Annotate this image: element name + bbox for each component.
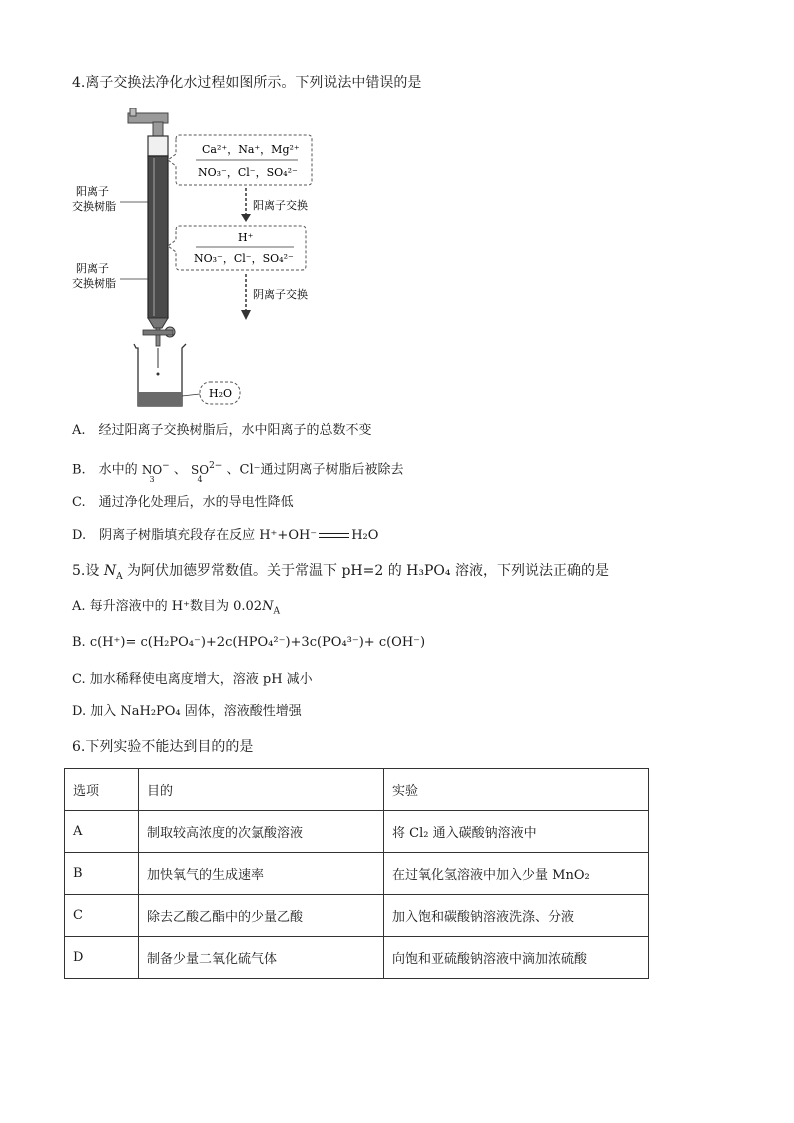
arrow-cation-exchange [241, 188, 308, 222]
header-purpose: 目的 [139, 769, 384, 811]
q5-option-a-na-sub: A [273, 606, 280, 617]
row-experiment: 向饱和亚硫酸钠溶液中滴加浓硫酸 [384, 937, 649, 979]
q4-option-b-sep: 、 [173, 462, 187, 478]
row-option: C [65, 895, 139, 937]
q4-option-d-prefix: D. 阴离子树脂填充段存在反应 H⁺+OH⁻ [72, 528, 318, 543]
header-option: 选项 [65, 769, 139, 811]
q5-option-c: C. 加水稀释使电离度增大，溶液 pH 减小 [72, 672, 313, 687]
q4-option-d [72, 527, 378, 545]
q4-option-a: A. 经过阳离子交换树脂后，水中阳离子的总数不变 [72, 423, 372, 438]
q4-option-b-prefix: B. 水中的 [72, 462, 138, 478]
q4-option-c: C. 通过净化处理后，水的导电性降低 [72, 495, 294, 510]
table-header-row [65, 769, 649, 811]
q4-option-b: B. 水中的 NO 3 − 、 SO 4 $^{2-}$ 、Cl⁻通过阴离子树脂后被除去 [72, 461, 404, 484]
faucet-icon [128, 108, 168, 136]
ion-box-after [168, 226, 306, 270]
row-purpose: 加快氧气的生成速率 [139, 853, 384, 895]
q4-option-d-suffix: H₂O [351, 528, 379, 543]
experiment-table [64, 768, 649, 979]
nitrate-ion: NO [141, 463, 163, 477]
q5-stem-prefix: 5.设 [72, 563, 104, 579]
q5-na-sub: A [116, 571, 123, 582]
cation-resin-label-2: 交换树脂 [72, 200, 116, 213]
q5-option-a-na: N [262, 599, 274, 614]
row-experiment: 将 Cl₂ 通入碳酸钠溶液中 [384, 811, 649, 853]
q4-option-b-tail: 、Cl⁻通过阴离子树脂后被除去 [226, 462, 404, 478]
beaker-icon [134, 344, 240, 406]
beaker-water-label: H₂O [209, 387, 233, 400]
cation-resin-label-1: 阳离子 [76, 185, 109, 198]
row-experiment: 加入饱和碳酸钠溶液洗涤、分液 [384, 895, 649, 937]
arrow1-label: 阳离子交换 [253, 199, 308, 212]
table-row [65, 937, 649, 979]
q5-stem [72, 562, 609, 580]
ion-exchange-figure [70, 108, 330, 408]
equals-double-line [317, 533, 351, 539]
row-option: B [65, 853, 139, 895]
q5-option-a-prefix: A. 每升溶液中的 H⁺数目为 0.02 [72, 599, 263, 614]
q6-stem: 6.下列实验不能达到目的的是 [72, 739, 254, 755]
row-option: A [65, 811, 139, 853]
arrow2-label: 阴离子交换 [253, 288, 308, 301]
row-purpose: 制取较高浓度的次氯酸溶液 [139, 811, 384, 853]
box1-cations: Ca²⁺，Na⁺，Mg²⁺ [202, 143, 300, 156]
box2-anions: NO₃⁻，Cl⁻，SO₄²⁻ [194, 252, 294, 265]
ion-exchange-column [143, 136, 175, 346]
header-experiment: 实验 [384, 769, 649, 811]
anion-resin-label-2: 交换树脂 [72, 277, 116, 290]
table-row [65, 895, 649, 937]
table-row [65, 853, 649, 895]
q5-option-b: B. c(H⁺)= c(H₂PO₄⁻)+2c(HPO₄²⁻)+3c(PO₄³⁻)+ c(OH⁻) [72, 635, 426, 650]
arrow-anion-exchange [241, 274, 308, 320]
anion-resin-label-1: 阴离子 [76, 262, 109, 275]
q5-option-d: D. 加入 NaH₂PO₄ 固体，溶液酸性增强 [72, 704, 302, 719]
q5-stem-mid: 为阿伏加德罗常数值。关于常温下 pH=2 的 H₃PO₄ 溶液，下列说法正确的是 [122, 563, 609, 579]
q5-option-a [72, 598, 280, 616]
box1-anions: NO₃⁻，Cl⁻，SO₄²⁻ [198, 166, 298, 179]
ion-box-before [168, 135, 312, 185]
row-purpose: 除去乙酸乙酯中的少量乙酸 [139, 895, 384, 937]
row-purpose: 制备少量二氧化硫气体 [139, 937, 384, 979]
box2-cations: H⁺ [238, 231, 254, 244]
row-option: D [65, 937, 139, 979]
q4-stem: 4.离子交换法净化水过程如图所示。下列说法中错误的是 [72, 75, 422, 91]
q5-na: N [103, 563, 117, 579]
row-experiment: 在过氧化氢溶液中加入少量 MnO₂ [384, 853, 649, 895]
sulfate-ion: SO [191, 463, 210, 477]
table-row [65, 811, 649, 853]
